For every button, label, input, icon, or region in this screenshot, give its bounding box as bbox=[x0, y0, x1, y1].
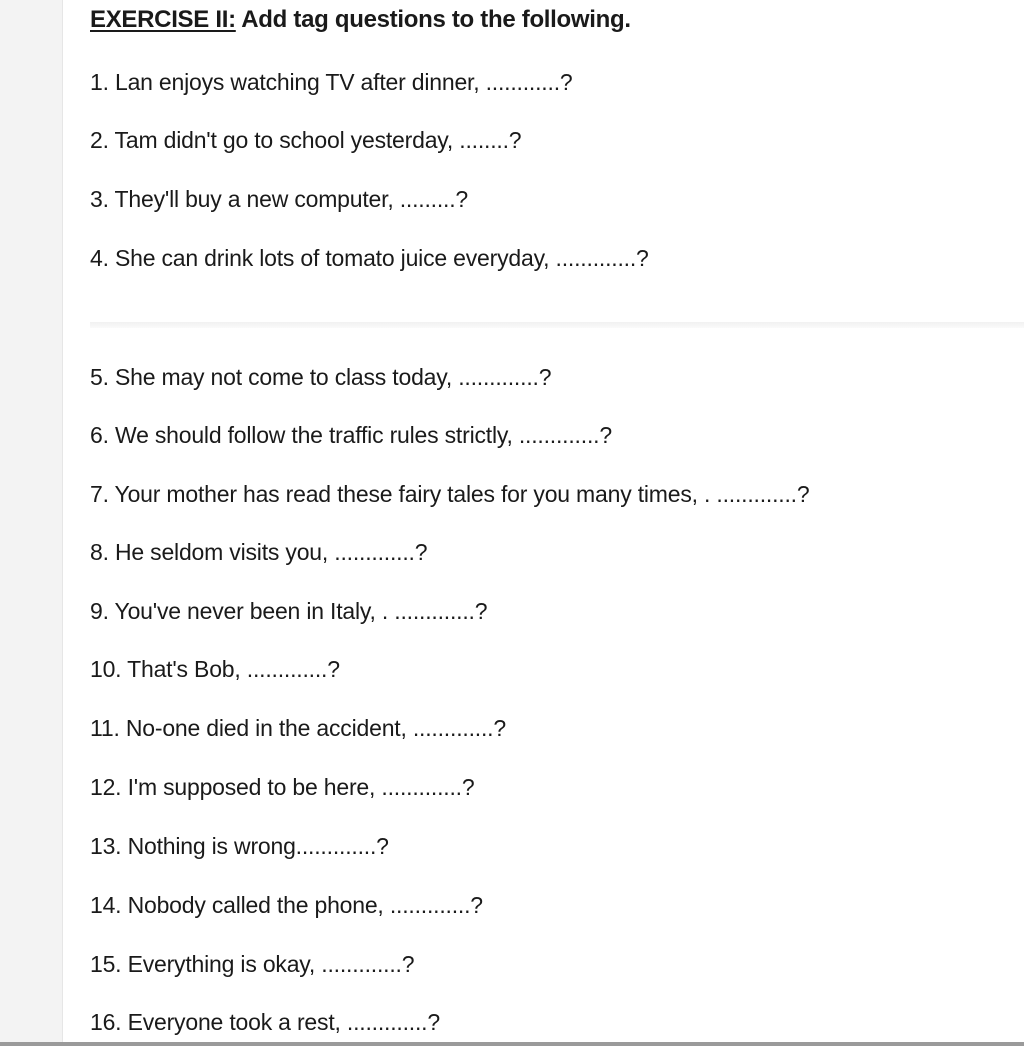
bottom-border bbox=[0, 1042, 1024, 1046]
question-7: 7. Your mother has read these fairy tales for you many times, . .............? bbox=[90, 481, 810, 507]
question-12: 12. I'm supposed to be here, .............? bbox=[90, 774, 475, 800]
question-2: 2. Tam didn't go to school yesterday, ........? bbox=[90, 127, 522, 153]
question-11: 11. No-one died in the accident, .............? bbox=[90, 715, 506, 741]
question-1: 1. Lan enjoys watching TV after dinner, ............? bbox=[90, 69, 573, 95]
question-6: 6. We should follow the traffic rules strictly, .............? bbox=[90, 422, 612, 448]
question-10: 10. That's Bob, .............? bbox=[90, 656, 340, 682]
page-break bbox=[90, 322, 1024, 328]
document-page bbox=[63, 0, 1024, 1046]
exercise-instruction: Add tag questions to the following. bbox=[235, 6, 631, 33]
question-13: 13. Nothing is wrong.............? bbox=[90, 833, 389, 859]
question-3: 3. They'll buy a new computer, .........? bbox=[90, 186, 469, 212]
exercise-label: EXERCISE II: bbox=[90, 6, 236, 33]
question-4: 4. She can drink lots of tomato juice everyday, .............? bbox=[90, 245, 649, 271]
exercise-heading bbox=[90, 6, 631, 34]
question-5: 5. She may not come to class today, .............? bbox=[90, 364, 552, 390]
left-margin bbox=[0, 0, 63, 1046]
question-14: 14. Nobody called the phone, .............? bbox=[90, 892, 483, 918]
question-8: 8. He seldom visits you, .............? bbox=[90, 539, 428, 565]
question-9: 9. You've never been in Italy, . .............? bbox=[90, 598, 488, 624]
question-15: 15. Everything is okay, .............? bbox=[90, 951, 415, 977]
question-16: 16. Everyone took a rest, .............? bbox=[90, 1009, 440, 1035]
